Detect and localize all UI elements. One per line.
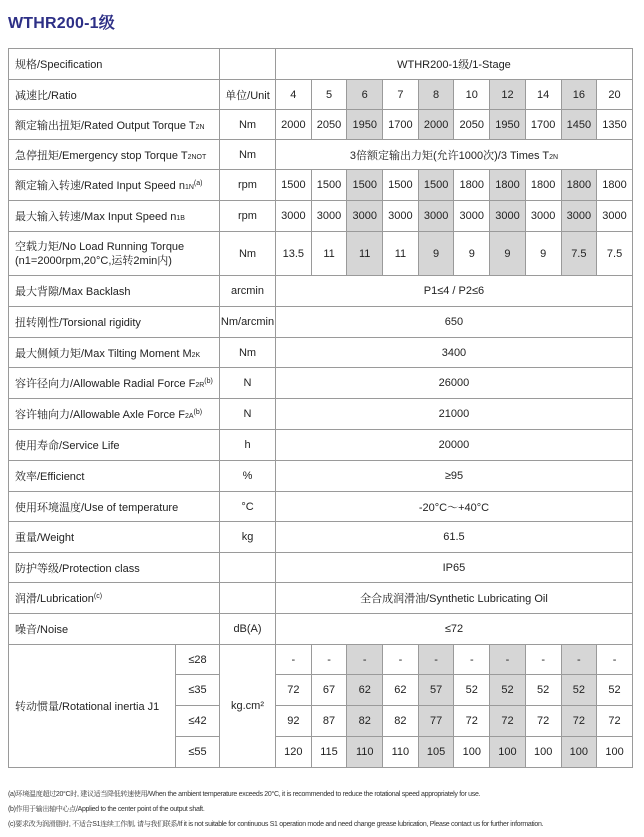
no-load-cell: 7.5 [597, 232, 633, 276]
service-life-row [9, 430, 633, 461]
rated-speed-label: 额定输入转速/Rated Input Speed $n1N^{(a)}$ [9, 170, 220, 201]
axial-row [9, 399, 633, 430]
no-load-unit: Nm [220, 232, 276, 276]
temperature-label: 使用环境温度/Use of temperature [9, 492, 220, 522]
ratio-cell: 4 [276, 80, 312, 110]
inertia-cell: 100 [525, 737, 561, 768]
inertia-size: ≤55 [176, 737, 220, 768]
inertia-cell: 52 [525, 675, 561, 706]
tilting-label: 最大侧倾力矩/Max Tilting Moment M2K [9, 338, 220, 368]
axial-value: 21000 [276, 399, 633, 430]
torsional-value: 650 [276, 307, 633, 338]
max-speed-cell: 3000 [561, 201, 597, 232]
rated-torque-row [9, 110, 633, 140]
service-life-value: 20000 [276, 430, 633, 461]
inertia-cell: - [347, 645, 383, 675]
footnote-b: (b)作用于输出轴中心点/Applied to the center point of the output shaft. [8, 806, 205, 813]
inertia-cell: 77 [418, 706, 454, 737]
rated-torque-unit: Nm [220, 110, 276, 140]
no-load-cell: 9 [454, 232, 490, 276]
inertia-row [9, 645, 633, 675]
lubrication-label: 润滑/Lubrication$^{(c)}$ [9, 583, 220, 614]
inertia-cell: 120 [276, 737, 312, 768]
radial-unit: N [220, 368, 276, 399]
radial-value: 26000 [276, 368, 633, 399]
inertia-cell: 110 [383, 737, 419, 768]
max-speed-label: 最大输入转速/Max Input Speed n1B [9, 201, 220, 232]
footnote-a: (a)环境温度超过20°C时, 建议适当降低转速使用/When the ambient temperature exceeds 20°C, it is recommended to reduce the rotational speed appropriately for use. [8, 791, 481, 798]
ratio-cell: 6 [347, 80, 383, 110]
inertia-cell: 82 [383, 706, 419, 737]
rated-torque-cell: 2000 [418, 110, 454, 140]
inertia-size: ≤35 [176, 675, 220, 706]
temperature-unit: °C [220, 492, 276, 522]
max-speed-cell: 3000 [276, 201, 312, 232]
rated-speed-cell: 1800 [454, 170, 490, 201]
footnotes [8, 787, 638, 832]
ratio-cell: 7 [383, 80, 419, 110]
no-load-cell: 9 [418, 232, 454, 276]
no-load-cell: 11 [347, 232, 383, 276]
service-life-label: 使用寿命/Service Life [9, 430, 220, 461]
rated-speed-cell: 1500 [418, 170, 454, 201]
inertia-cell: 100 [561, 737, 597, 768]
rated-speed-cell: 1800 [597, 170, 633, 201]
inertia-cell: 115 [311, 737, 347, 768]
weight-row [9, 522, 633, 553]
inertia-cell: 52 [454, 675, 490, 706]
inertia-cell: - [525, 645, 561, 675]
inertia-cell: 105 [418, 737, 454, 768]
temperature-value: -20°C～+40°C [276, 492, 633, 522]
inertia-cell: - [311, 645, 347, 675]
max-speed-cell: 3000 [383, 201, 419, 232]
inertia-cell: 72 [276, 675, 312, 706]
inertia-cell: 110 [347, 737, 383, 768]
rated-torque-cell: 2050 [311, 110, 347, 140]
inertia-cell: 100 [454, 737, 490, 768]
rated-torque-cell: 1950 [347, 110, 383, 140]
tilting-value: 3400 [276, 338, 633, 368]
inertia-cell: 62 [347, 675, 383, 706]
no-load-cell: 9 [490, 232, 526, 276]
max-speed-cell: 3000 [347, 201, 383, 232]
inertia-unit: kg.cm² [220, 645, 276, 768]
inertia-cell: - [561, 645, 597, 675]
spec-unit-blank [220, 49, 276, 80]
inertia-cell: 100 [490, 737, 526, 768]
no-load-cell: 9 [525, 232, 561, 276]
rated-torque-cell: 1350 [597, 110, 633, 140]
weight-unit: kg [220, 522, 276, 553]
rated-speed-cell: 1500 [347, 170, 383, 201]
max-speed-cell: 3000 [418, 201, 454, 232]
inertia-cell: - [383, 645, 419, 675]
inertia-cell: - [418, 645, 454, 675]
rated-torque-cell: 2050 [454, 110, 490, 140]
rated-torque-cell: 1950 [490, 110, 526, 140]
inertia-cell: - [490, 645, 526, 675]
max-speed-cell: 3000 [311, 201, 347, 232]
inertia-cell: 72 [490, 706, 526, 737]
page-title: WTHR200-1级 [8, 15, 115, 32]
protection-value: IP65 [276, 553, 633, 583]
spec-label: 规格/Specification [9, 49, 220, 80]
inertia-cell: 67 [311, 675, 347, 706]
max-speed-cell: 3000 [525, 201, 561, 232]
rated-torque-label: 额定输出扭矩/Rated Output Torque T2N [9, 110, 220, 140]
inertia-cell: 52 [597, 675, 633, 706]
no-load-cell: 11 [311, 232, 347, 276]
rated-torque-cell: 1450 [561, 110, 597, 140]
backlash-unit: arcmin [220, 276, 276, 307]
inertia-size: ≤28 [176, 645, 220, 675]
protection-unit [220, 553, 276, 583]
efficiency-row [9, 461, 633, 492]
rated-speed-cell: 1500 [311, 170, 347, 201]
spec-table [8, 48, 633, 768]
torsional-unit: Nm/arcmin [220, 307, 276, 338]
inertia-cell: 82 [347, 706, 383, 737]
max-speed-unit: rpm [220, 201, 276, 232]
emergency-torque-row [9, 140, 633, 170]
noise-unit: dB(A) [220, 614, 276, 645]
inertia-cell: - [454, 645, 490, 675]
tilting-row [9, 338, 633, 368]
no-load-cell: 11 [383, 232, 419, 276]
protection-label: 防护等级/Protection class [9, 553, 220, 583]
max-speed-cell: 3000 [597, 201, 633, 232]
efficiency-value: ≥95 [276, 461, 633, 492]
radial-row [9, 368, 633, 399]
rated-speed-row [9, 170, 633, 201]
no-load-row [9, 232, 633, 276]
ratio-cell: 14 [525, 80, 561, 110]
rated-speed-cell: 1800 [561, 170, 597, 201]
inertia-cell: 62 [383, 675, 419, 706]
inertia-cell: 100 [597, 737, 633, 768]
radial-label: 容许径向力/Allowable Radial Force $F2R^{(b)}$ [9, 368, 220, 399]
backlash-value: P1≤4 / P2≤6 [276, 276, 633, 307]
rated-torque-cell: 1700 [383, 110, 419, 140]
inertia-cell: 92 [276, 706, 312, 737]
efficiency-label: 效率/Efficienct [9, 461, 220, 492]
ratio-cell: 8 [418, 80, 454, 110]
backlash-row [9, 276, 633, 307]
inertia-cell: 72 [561, 706, 597, 737]
rated-torque-cell: 1700 [525, 110, 561, 140]
inertia-cell: 87 [311, 706, 347, 737]
lubrication-row [9, 583, 633, 614]
max-speed-cell: 3000 [490, 201, 526, 232]
ratio-unit: 单位/Unit [220, 80, 276, 110]
ratio-cell: 20 [597, 80, 633, 110]
ratio-label: 减速比/Ratio [9, 80, 220, 110]
inertia-cell: - [276, 645, 312, 675]
torsional-row [9, 307, 633, 338]
noise-label: 噪音/Noise [9, 614, 220, 645]
axial-label: 容许轴向力/Allowable Axle Force $F2A^{(b)}$ [9, 399, 220, 430]
protection-row [9, 553, 633, 583]
weight-value: 61.5 [276, 522, 633, 553]
lubrication-unit [220, 583, 276, 614]
ratio-cell: 12 [490, 80, 526, 110]
emergency-torque-unit: Nm [220, 140, 276, 170]
rated-speed-cell: 1500 [276, 170, 312, 201]
temperature-row [9, 492, 633, 522]
torsional-label: 扭转刚性/Torsional rigidity [9, 307, 220, 338]
no-load-cell: 13.5 [276, 232, 312, 276]
no-load-cell: 7.5 [561, 232, 597, 276]
no-load-label: 空载力矩/No Load Running Torque (n1=2000rpm,20°C,运转2min内) [9, 232, 220, 276]
tilting-unit: Nm [220, 338, 276, 368]
weight-label: 重量/Weight [9, 522, 220, 553]
rated-speed-cell: 1800 [490, 170, 526, 201]
emergency-torque-value: 3倍额定输出力矩(允许1000次)/3 Times T2N [276, 140, 633, 170]
inertia-label: 转动惯量/Rotational inertia J1 [9, 645, 176, 768]
emergency-torque-label: 急停扭矩/Emergency stop Torque T2NOT [9, 140, 220, 170]
inertia-cell: 72 [454, 706, 490, 737]
lubrication-value: 全合成润滑油/Synthetic Lubricating Oil [276, 583, 633, 614]
ratio-cell: 5 [311, 80, 347, 110]
inertia-cell: 57 [418, 675, 454, 706]
axial-unit: N [220, 399, 276, 430]
spec-header-row [9, 49, 633, 80]
noise-value: ≤72 [276, 614, 633, 645]
spec-value: WTHR200-1级/1-Stage [276, 49, 633, 80]
ratio-cell: 10 [454, 80, 490, 110]
rated-speed-cell: 1800 [525, 170, 561, 201]
rated-torque-cell: 2000 [276, 110, 312, 140]
footnote-c: (c)要求改为润滑脂时, 不适合S1连续工作制, 请与我们联系/If it is not suitable for continuous S1 operation mode and need change grease lubrication, Please contact us for further information. [8, 821, 544, 828]
inertia-cell: 52 [490, 675, 526, 706]
inertia-cell: 72 [525, 706, 561, 737]
rated-speed-cell: 1500 [383, 170, 419, 201]
inertia-size: ≤42 [176, 706, 220, 737]
rated-speed-unit: rpm [220, 170, 276, 201]
inertia-cell: 52 [561, 675, 597, 706]
backlash-label: 最大背隙/Max Backlash [9, 276, 220, 307]
ratio-row [9, 80, 633, 110]
noise-row [9, 614, 633, 645]
inertia-cell: 72 [597, 706, 633, 737]
service-life-unit: h [220, 430, 276, 461]
inertia-cell: - [597, 645, 633, 675]
ratio-cell: 16 [561, 80, 597, 110]
max-speed-row [9, 201, 633, 232]
efficiency-unit: % [220, 461, 276, 492]
max-speed-cell: 3000 [454, 201, 490, 232]
